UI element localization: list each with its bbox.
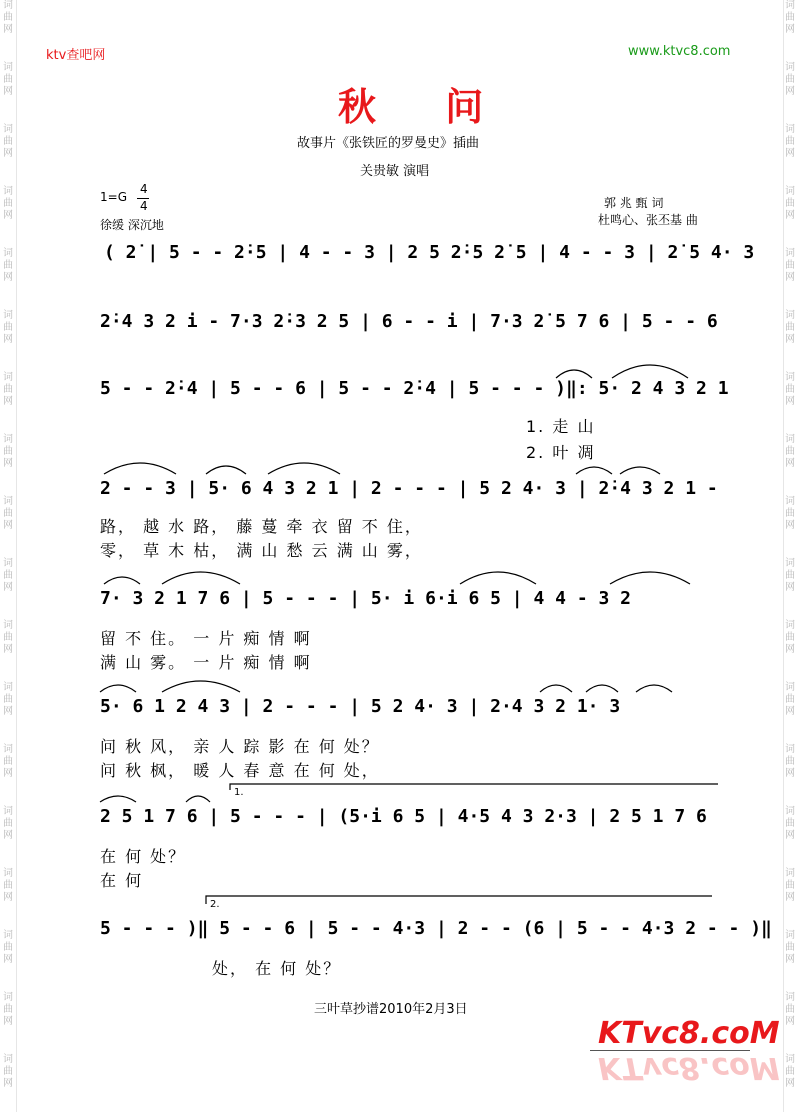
score-line-2: 2̇·4 3 2 i - 7·3 2̇·3 2 5 | 6 - - i | 7·3 2̇ 5 7 6 | 5 - - 6: [100, 311, 718, 332]
side-watermark-glyph: 词 曲 网: [3, 372, 13, 407]
side-watermark-glyph: 词 曲 网: [785, 992, 795, 1027]
lyric-line-6a: 问 秋 风， 亲 人 踪 影 在 何 处？: [100, 737, 380, 756]
lyricist-credit: 郭 兆 甄 词: [604, 196, 664, 210]
score-line-5: 7· 3 2 1 7 6 | 5 - - - | 5· i 6·i 6 5 | 4 4 - 3 2: [100, 588, 632, 609]
side-watermark-glyph: 词 曲 网: [3, 620, 13, 655]
site-watermark-right: www.ktvc8.com: [628, 44, 731, 59]
side-watermark-glyph: 词 曲 网: [785, 248, 795, 283]
volta-1-marker: 1.: [234, 787, 244, 798]
lyric-line-6b: 问 秋 枫， 暖 人 春 意 在 何 处，: [100, 761, 380, 780]
singer-credit: 关贵敏 演唱: [360, 164, 430, 179]
logo-underline: [590, 1050, 750, 1051]
side-watermark-glyph: 词 曲 网: [785, 1054, 795, 1089]
side-watermark-glyph: 词 曲 网: [785, 434, 795, 469]
score-line-3: 5 - - 2̇·4 | 5 - - 6 | 5 - - 2̇·4 | 5 - - - )‖: 5· 2 4 3 2 1: [100, 378, 729, 399]
side-watermark-glyph: 词 曲 网: [3, 186, 13, 221]
time-signature-bottom: 4: [140, 199, 148, 213]
side-watermark-glyph: 词 曲 网: [3, 248, 13, 283]
score-line-4: 2 - - 3 | 5· 6 4 3 2 1 | 2 - - - | 5 2 4· 3 | 2̇·4 3 2 1 -: [100, 478, 718, 499]
side-watermark-glyph: 词 曲 网: [3, 992, 13, 1027]
side-watermark-glyph: 词 曲 网: [3, 806, 13, 841]
song-subtitle: 故事片《张铁匠的罗曼史》插曲: [297, 136, 480, 151]
side-watermark-glyph: 词 曲 网: [785, 744, 795, 779]
verse-marker-1: 1. 走 山: [526, 417, 596, 436]
key-signature: 1=G: [100, 190, 127, 204]
side-watermark-glyph: 词 曲 网: [3, 0, 13, 35]
ktvc8-logo: KTvc8.coM: [598, 1016, 780, 1051]
side-watermark-glyph: 词 曲 网: [785, 620, 795, 655]
volta-2-marker: 2.: [210, 899, 220, 910]
side-watermark-glyph: 词 曲 网: [3, 930, 13, 965]
side-watermark-glyph: 词 曲 网: [785, 496, 795, 531]
side-watermark-glyph: 词 曲 网: [3, 558, 13, 593]
side-watermark-glyph: 词 曲 网: [785, 186, 795, 221]
composer-credit: 杜鸣心、张丕基 曲: [598, 213, 698, 227]
score-line-7: 2 5 1 7 6 | 5 - - - | (5·i 6 5 | 4·5 4 3 2·3 | 2 5 1 7 6: [100, 806, 707, 827]
side-watermark-glyph: 词 曲 网: [785, 806, 795, 841]
side-watermark-glyph: 词 曲 网: [785, 558, 795, 593]
side-watermark-glyph: 词 曲 网: [785, 310, 795, 345]
lyric-line-8: 处， 在 何 处？: [212, 959, 342, 978]
side-watermark-glyph: 词 曲 网: [785, 0, 795, 35]
lyric-line-7b: 在 何: [100, 871, 144, 890]
site-watermark-left: ktv查吧网: [46, 48, 106, 63]
lyric-line-7a: 在 何 处？: [100, 847, 187, 866]
side-watermark-glyph: 词 曲 网: [3, 682, 13, 717]
transcriber-note: 三叶草抄谱2010年2月3日: [314, 1002, 468, 1017]
side-watermark-glyph: 词 曲 网: [3, 496, 13, 531]
score-line-8: 5 - - - )‖ 5 - - 6 | 5 - - 4·3 | 2 - - (6 | 5 - - 4·3 2 - - )‖: [100, 918, 772, 939]
side-watermark-glyph: 词 曲 网: [785, 682, 795, 717]
lyric-line-5b: 满 山 雾。 一 片 痴 情 啊: [100, 653, 312, 672]
side-watermark-glyph: 词 曲 网: [3, 310, 13, 345]
side-watermark-glyph: 词 曲 网: [3, 62, 13, 97]
time-signature-top: 4: [140, 182, 148, 196]
lyric-line-5a: 留 不 住。 一 片 痴 情 啊: [100, 629, 312, 648]
side-watermark-glyph: 词 曲 网: [3, 868, 13, 903]
verse-marker-2: 2. 叶 凋: [526, 443, 596, 462]
side-watermark-glyph: 词 曲 网: [3, 434, 13, 469]
side-watermark-glyph: 词 曲 网: [785, 62, 795, 97]
tempo-marking: 徐缓 深沉地: [100, 218, 164, 232]
score-line-1: ( 2̇ | 5 - - 2̇·5 | 4 - - 3 | 2 5 2̇·5 2̇ 5 | 4 - - 3 | 2̇ 5 4· 3: [104, 242, 755, 263]
side-watermark-glyph: 词 曲 网: [785, 930, 795, 965]
lyric-line-4b: 零， 草 木 枯， 满 山 愁 云 满 山 雾，: [100, 541, 423, 560]
side-watermark-glyph: 词 曲 网: [3, 744, 13, 779]
page-title: 秋 问: [338, 85, 512, 129]
side-watermark-glyph: 词 曲 网: [785, 868, 795, 903]
side-watermark-glyph: 词 曲 网: [785, 124, 795, 159]
lyric-line-4a: 路， 越 水 路， 藤 蔓 牵 衣 留 不 住，: [100, 517, 423, 536]
score-line-6: 5· 6 1 2 4 3 | 2 - - - | 5 2 4· 3 | 2·4 3 2 1· 3: [100, 696, 621, 717]
side-watermark-glyph: 词 曲 网: [3, 1054, 13, 1089]
side-watermark-glyph: 词 曲 网: [785, 372, 795, 407]
side-watermark-glyph: 词 曲 网: [3, 124, 13, 159]
ktvc8-logo-reflection: KTvc8.coM: [598, 1050, 780, 1085]
